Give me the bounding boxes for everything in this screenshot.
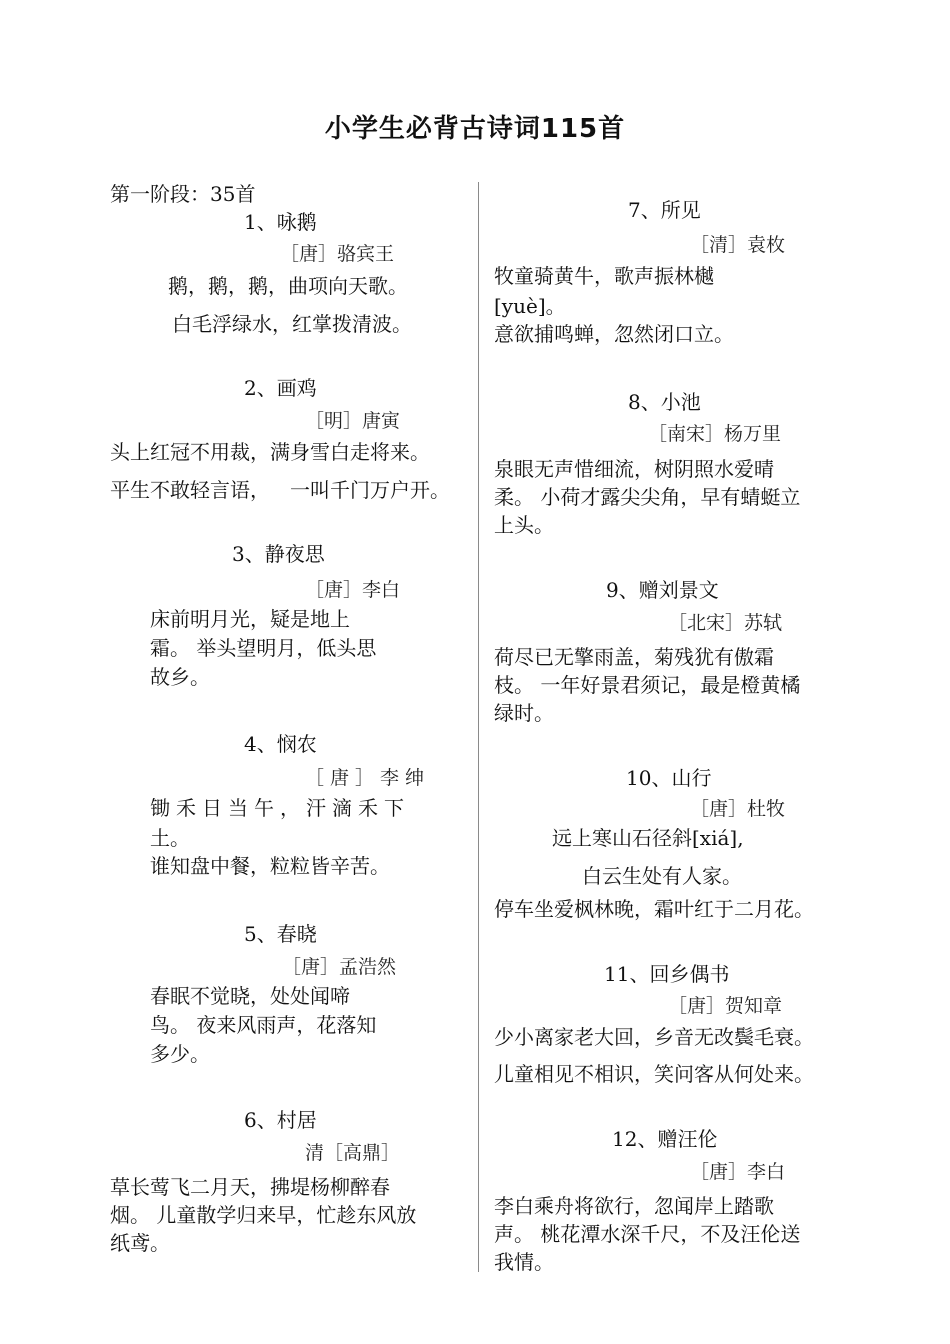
poem-author: ［唐］贺知章 — [668, 995, 783, 1017]
poem-line: 停车坐爱枫林晚，霜叶红于二月花。 — [494, 897, 814, 921]
poem-line: 远上寒山石径斜[xiá], — [552, 826, 744, 850]
poem-title: 1、咏鹅 — [244, 210, 317, 234]
poem-title: 5、春晓 — [244, 922, 317, 946]
poem-line: 霜。 举头望明月，低头思 — [150, 636, 377, 660]
poem-title: 8、小池 — [628, 390, 701, 414]
poem-author: ［唐］李白 — [690, 1161, 786, 1183]
poem-title: 11、回乡偶书 — [604, 962, 730, 986]
poem-line: 土。 — [150, 826, 190, 850]
poem-line: 声。 桃花潭水深千尺，不及汪伦送 — [494, 1222, 801, 1246]
poem-title: 12、赠汪伦 — [612, 1127, 718, 1151]
poem-line: 少小离家老大回，乡音无改鬓毛衰。 — [494, 1025, 814, 1049]
poem-line: 枝。 一年好景君须记，最是橙黄橘 — [494, 673, 801, 697]
poem-line: 春眠不觉晓，处处闻啼 — [150, 984, 350, 1008]
poem-author: ［南宋］杨万里 — [648, 423, 782, 445]
poem-line: 烟。 儿童散学归来早，忙趁东风放 — [110, 1203, 417, 1227]
poem-title: 4、悯农 — [244, 732, 317, 756]
poem-line: 锄禾日当午，汗滴禾下 — [150, 796, 410, 820]
poem-line: 谁知盘中餐，粒粒皆辛苦。 — [150, 854, 390, 878]
poem-line: 绿时。 — [494, 701, 554, 725]
poem-line: [yuè]。 — [494, 294, 566, 318]
poem-title: 3、静夜思 — [232, 542, 325, 566]
poem-author: ［清］袁枚 — [690, 234, 786, 256]
poem-author: ［明］唐寅 — [305, 410, 401, 432]
poem-line: 床前明月光，疑是地上 — [150, 607, 350, 631]
poem-line: 鹅，鹅，鹅，曲项向天歌。 — [168, 274, 408, 298]
column-divider — [478, 182, 479, 1272]
poem-line: 荷尽已无擎雨盖，菊残犹有傲霜 — [494, 645, 774, 669]
poem-line: 李白乘舟将欲行，忽闻岸上踏歌 — [494, 1194, 774, 1218]
poem-line: 牧童骑黄牛，歌声振林樾 — [494, 264, 714, 288]
poem-author: ［北宋］苏轼 — [668, 612, 783, 634]
poem-line: 我情。 — [494, 1250, 554, 1274]
poem-line: 上头。 — [494, 513, 554, 537]
poem-title: 6、村居 — [244, 1108, 317, 1132]
poem-line: 草长莺飞二月天，拂堤杨柳醉春 — [110, 1175, 390, 1199]
poem-author: ［唐］李绅 — [305, 767, 431, 789]
poem-line: 白毛浮绿水，红掌拨清波。 — [172, 312, 412, 336]
poem-line: 纸鸢。 — [110, 1231, 170, 1255]
poem-line: 白云生处有人家。 — [582, 864, 742, 888]
poem-author: ［唐］李白 — [305, 579, 401, 601]
poem-line: 故乡。 — [150, 665, 210, 689]
poem-line: 鸟。 夜来风雨声，花落知 — [150, 1013, 377, 1037]
poem-title: 10、山行 — [626, 766, 712, 790]
poem-author: ［唐］杜牧 — [690, 798, 786, 820]
poem-line: 柔。 小荷才露尖尖角，早有蜻蜓立 — [494, 485, 801, 509]
poem-author: ［唐］骆宾王 — [280, 243, 395, 265]
poem-line: 意欲捕鸣蝉，忽然闭口立。 — [494, 322, 734, 346]
poem-title: 7、所见 — [628, 198, 701, 222]
poem-line: 一叫千门万户开。 — [290, 478, 450, 502]
page-title: 小学生必背古诗词115首 — [324, 114, 626, 144]
poem-author: 清［高鼎］ — [305, 1142, 401, 1164]
poem-title: 2、画鸡 — [244, 376, 317, 400]
poem-line: 平生不敢轻言语， — [110, 478, 270, 502]
poem-line: 多少。 — [150, 1042, 210, 1066]
poem-title: 9、赠刘景文 — [606, 578, 719, 602]
stage-heading: 第一阶段：35首 — [110, 182, 256, 206]
poem-line: 头上红冠不用裁，满身雪白走将来。 — [110, 440, 430, 464]
poem-line: 泉眼无声惜细流，树阴照水爱晴 — [494, 457, 774, 481]
poem-line: 儿童相见不相识，笑问客从何处来。 — [494, 1062, 814, 1086]
poem-author: ［唐］孟浩然 — [282, 956, 397, 978]
